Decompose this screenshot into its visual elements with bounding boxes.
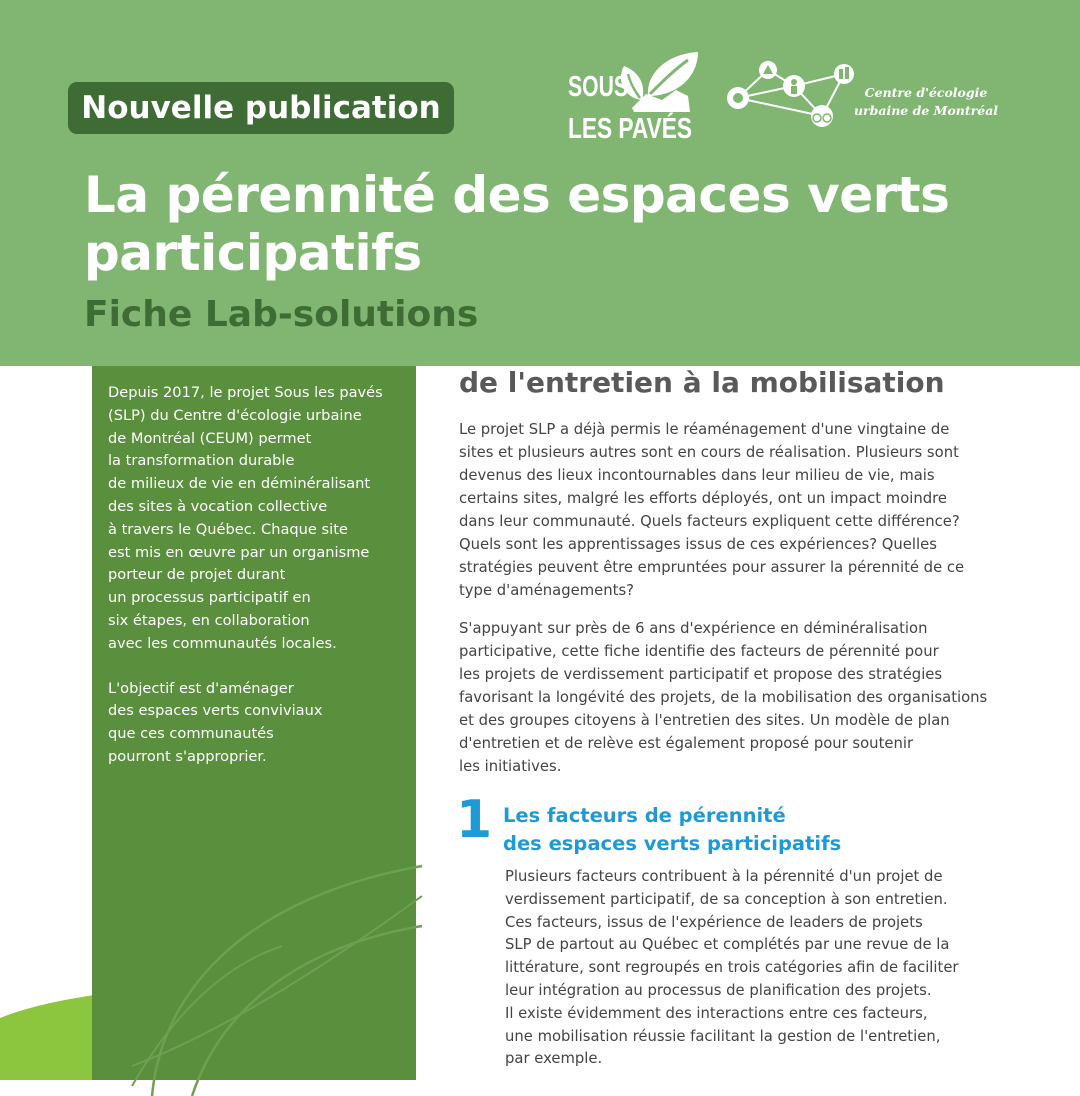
sidebar-line: de Montréal (CEUM) permet [108, 429, 312, 447]
document-paragraph [459, 418, 999, 602]
leaf-icon [621, 52, 698, 100]
page-title [84, 166, 984, 282]
sidebar-line: porteur de projet durant [108, 566, 286, 584]
ceum-name-line: Centre d'écologie [864, 85, 988, 100]
section-title-line: Les facteurs de pérennité [503, 804, 786, 827]
document-line: favorisant la longévité des projets, de la mobilisation des organisations [459, 689, 988, 706]
ceum-name-line: urbaine de Montréal [853, 103, 999, 118]
section-line: SLP de partout au Québec et complétés par une revue de la [505, 936, 950, 954]
section-body [505, 866, 985, 1071]
document-line: d'entretien et de relève est également proposé pour soutenir [459, 735, 914, 752]
document-line: sites et plusieurs autres sont en cours de réalisation. Plusieurs sont [459, 444, 959, 461]
document-line: et des groupes citoyens à l'entretien des sites. Un modèle de plan [459, 712, 950, 729]
section-line: leur intégration au processus de planification des projets. [505, 981, 932, 999]
section-line: littérature, sont regroupés en trois catégories afin de faciliter [505, 959, 959, 977]
section-title [503, 802, 841, 858]
section-line: Ces facteurs, issus de l'expérience de leaders de projets [505, 913, 923, 931]
sidebar-line: des espaces verts conviviaux [108, 702, 323, 720]
document-body [459, 418, 999, 793]
section-line: Plusieurs facteurs contribuent à la pérennité d'un projet de [505, 868, 943, 885]
document-line: devenus des lieux incontournables dans leur milieu de vie, mais [459, 467, 935, 484]
section-line: Il existe évidemment des interactions entre ces facteurs, [505, 1004, 928, 1022]
document-line: Quels sont les apprentissages issus de ces expériences? Quelles [459, 536, 937, 553]
section-line: par exemple. [505, 1050, 603, 1068]
new-publication-badge: Nouvelle publication [68, 82, 454, 134]
sidebar-line: pourront s'approprier. [108, 747, 267, 765]
document-line: les projets de verdissement participatif et propose des stratégies [459, 666, 943, 683]
sidebar-panel [92, 366, 416, 1080]
logo-slp-line1: SOUS [568, 71, 628, 103]
document-line: les initiatives. [459, 758, 562, 775]
document-heading: de l'entretien à la mobilisation [459, 366, 945, 399]
sidebar-line: un processus participatif en [108, 589, 311, 607]
document-line: certains sites, malgré les efforts déployés, ont un impact moindre [459, 490, 948, 507]
section-number: 1 [456, 790, 493, 850]
document-line: Le projet SLP a déjà permis le réaménagement d'une vingtaine de [459, 421, 950, 438]
sidebar-line: (SLP) du Centre d'écologie urbaine [108, 406, 362, 424]
sidebar-line: de milieux de vie en déminéralisant [108, 475, 371, 493]
sidebar-line: est mis en œuvre par un organisme [108, 543, 370, 561]
document-line: stratégies peuvent être empruntées pour assurer la pérennité de ce [459, 559, 965, 576]
sidebar-paragraph [108, 382, 408, 656]
page-subtitle: Fiche Lab-solutions [84, 294, 479, 335]
sidebar-line: que ces communautés [108, 725, 274, 743]
section-line: une mobilisation réussie facilitant la gestion de l'entretien, [505, 1027, 941, 1045]
ceum-name [850, 84, 1002, 120]
document-line: S'appuyant sur près de 6 ans d'expérience en déminéralisation [459, 620, 928, 637]
logo-slp-line2: LES PAVÉS [568, 113, 727, 145]
sidebar-line: six étapes, en collaboration [108, 611, 310, 629]
header-banner [0, 0, 1080, 366]
sidebar-text [108, 382, 408, 791]
decorative-green-wedge [0, 960, 100, 1080]
sidebar-line: la transformation durable [108, 452, 295, 470]
document-paragraph [459, 617, 999, 778]
document-line: type d'aménagements? [459, 582, 635, 599]
sidebar-line: avec les communautés locales. [108, 634, 337, 652]
document-line: dans leur communauté. Quels facteurs expliquent cette différence? [459, 513, 960, 530]
document-line: participative, cette fiche identifie des facteurs de pérennité pour [459, 643, 939, 660]
page-title-line: La pérennité des espaces verts [84, 166, 950, 224]
network-logo-icon [726, 60, 866, 130]
sous-les-paves-logo [566, 50, 727, 145]
sidebar-paragraph [108, 678, 408, 769]
page-title-line: participatifs [84, 224, 422, 282]
leaf-watermark-icon [132, 836, 422, 1096]
section-title-line: des espaces verts participatifs [503, 832, 842, 855]
sidebar-line: Depuis 2017, le projet Sous les pavés [108, 384, 383, 401]
section-line: verdissement participatif, de sa conception à son entretien. [505, 890, 948, 908]
sidebar-line: à travers le Québec. Chaque site [108, 520, 348, 538]
sidebar-line: L'objectif est d'aménager [108, 679, 294, 697]
sidebar-line: des sites à vocation collective [108, 497, 328, 515]
